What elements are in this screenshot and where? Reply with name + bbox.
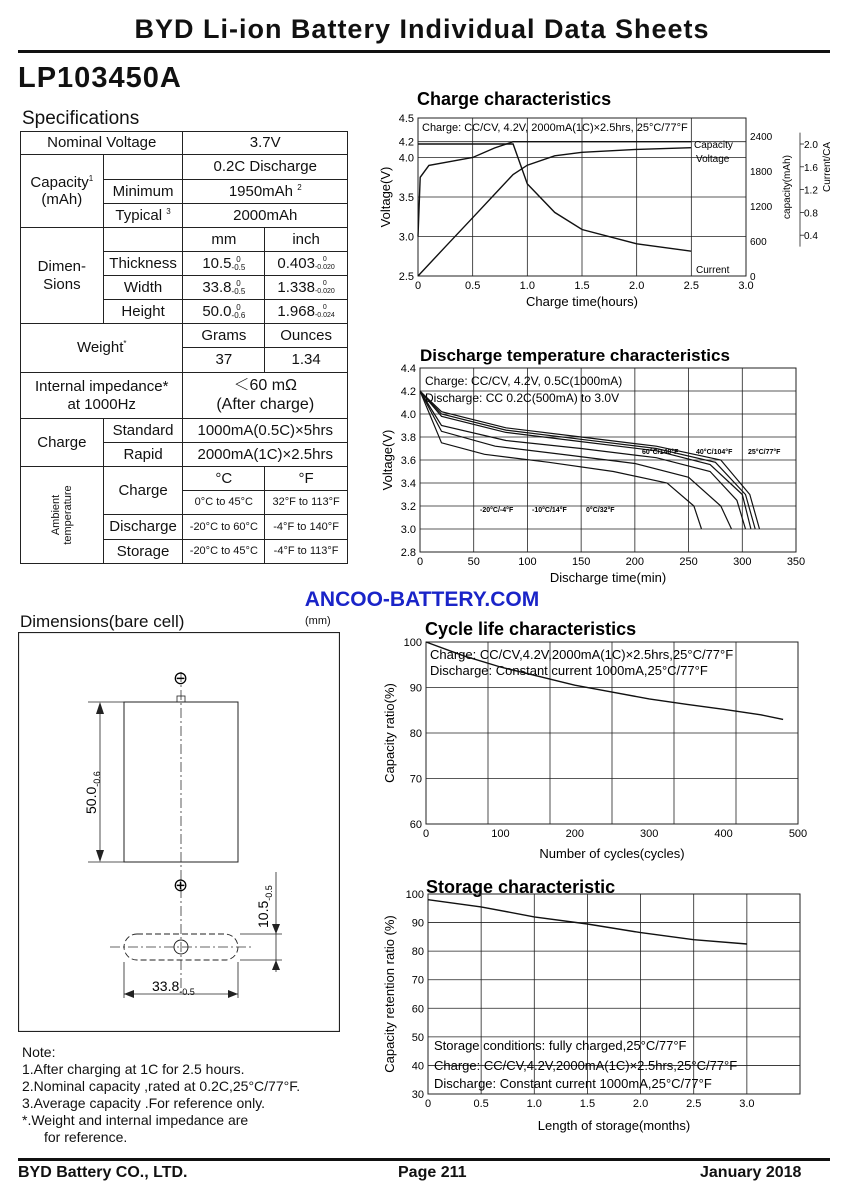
typical-label: Typical $^3$ xyxy=(103,204,183,228)
y-tick-label: 3.0 xyxy=(400,524,416,536)
y-tick-label: 50 xyxy=(411,1031,424,1044)
cell-dimension-drawing xyxy=(18,632,340,1032)
amb-charge-c: 0°C to 45°C xyxy=(183,491,265,515)
series-label: 60°C/140°F xyxy=(642,449,679,456)
thickness-label: Thickness xyxy=(103,252,183,276)
note-item: *.Weight and internal impedance are xyxy=(22,1112,249,1128)
dimensions-label: Dimen- Sions xyxy=(21,228,104,324)
footer-page: Page 211 xyxy=(398,1164,467,1181)
x-tick-label: 1.0 xyxy=(526,1098,542,1110)
weight-label: Weight* xyxy=(21,324,183,373)
charge-label: Charge xyxy=(21,419,104,467)
chart-annotation: Charge: CC/CV, 4.2V, 2000mA(1C)×2.5hrs, 25°C/77°F xyxy=(422,122,688,134)
y2-tick-label: 1800 xyxy=(750,167,773,178)
y-tick-label: 70 xyxy=(409,773,422,786)
deg-c-header: °C xyxy=(183,467,265,491)
specifications-table xyxy=(20,131,348,564)
chart-annotation: Discharge: CC 0.2C(500mA) to 3.0V xyxy=(425,391,620,405)
x-tick-label: 100 xyxy=(491,828,510,840)
rapid-charge: 2000mA(1C)×2.5hrs xyxy=(183,443,348,467)
notes xyxy=(22,1044,300,1146)
y-tick-label: 3.6 xyxy=(400,455,416,467)
y2-tick-label: 600 xyxy=(750,237,767,248)
x-tick-label: 50 xyxy=(467,556,480,568)
series-label: -10°C/14°F xyxy=(532,507,567,514)
height-mm: 50.0 0 -0.6 xyxy=(183,300,265,324)
y-tick-label: 3.8 xyxy=(400,432,416,444)
amb-storage-f: -4°F to 113°F xyxy=(265,540,348,564)
discharge-condition: 0.2C Discharge xyxy=(183,155,348,180)
y-tick-label: 70 xyxy=(411,974,424,987)
x-tick-label: 350 xyxy=(786,556,806,568)
y-tick-label: 4.5 xyxy=(398,113,414,125)
chart-title: Charge characteristics xyxy=(417,89,612,109)
minimum-label: Minimum xyxy=(103,180,183,204)
series-label: 40°C/104°F xyxy=(696,449,733,456)
height-inch: 1.968 0 -0.024 xyxy=(265,300,348,324)
x-tick-label: 0.5 xyxy=(473,1098,489,1110)
minimum-capacity: 1950mAh $^2$ xyxy=(183,180,348,204)
amb-discharge-f: -4°F to 140°F xyxy=(265,515,348,540)
width-inch: 1.338 0 -0.020 xyxy=(265,276,348,300)
cycle-life-chart xyxy=(370,616,840,868)
legend-current: Current xyxy=(696,265,730,276)
x-tick-label: 2.0 xyxy=(632,1098,649,1110)
note-item: 1.After charging at 1C for 2.5 hours. xyxy=(22,1061,245,1077)
y2-tick-label: 2400 xyxy=(750,132,773,143)
header-rule xyxy=(18,50,830,53)
y-tick-label: 100 xyxy=(403,637,422,649)
y-tick-label: 30 xyxy=(411,1089,424,1101)
note-item: for reference. xyxy=(44,1129,128,1145)
y-tick-label: 100 xyxy=(405,889,424,901)
x-tick-label: 0 xyxy=(416,556,424,568)
width-label: Width xyxy=(103,276,183,300)
x-tick-label: 0.5 xyxy=(465,280,481,292)
y-tick-label: 90 xyxy=(411,917,424,930)
x-tick-label: 2.0 xyxy=(629,280,645,292)
x-tick-label: 200 xyxy=(565,828,584,840)
y-axis-label: Voltage(V) xyxy=(378,166,393,228)
amb-discharge-label: Discharge xyxy=(103,515,183,540)
chart-annotation: Discharge: Constant current 1000mA,25°C/77°F xyxy=(434,1076,712,1091)
footer-company: BYD Battery CO., LTD. xyxy=(18,1164,188,1181)
y-tick-label: 4.0 xyxy=(400,409,416,421)
x-axis-label: Length of storage(months) xyxy=(537,1118,691,1133)
specs-heading: Specifications xyxy=(22,108,140,129)
brand-watermark: ANCOO-BATTERY.COM xyxy=(304,588,540,611)
ounces-header: Ounces xyxy=(265,324,348,348)
note-item: 3.Average capacity .For reference only. xyxy=(22,1095,266,1111)
standard-charge: 1000mA(0.5C)×5hrs xyxy=(183,419,348,443)
storage-characteristic-chart xyxy=(370,874,840,1140)
series-label: -20°C/-4°F xyxy=(480,507,514,514)
impedance-label: Internal impedance* at 1000Hz xyxy=(21,373,183,419)
charge-characteristics-chart xyxy=(370,86,840,318)
y3-tick-label: 1.6 xyxy=(804,162,818,174)
height-dimension-label: $50.0_{-0.6}$ xyxy=(83,771,102,814)
chart-annotation: Charge: CC/CV,4.2V,2000mA(1C)×2.5hrs,25°C/77°F xyxy=(430,647,734,662)
chart-annotation: Charge: CC/CV,4.2V,2000mA(1C)×2.5hrs,25°C/77°F xyxy=(434,1058,738,1073)
inch-header: inch xyxy=(265,228,348,252)
y-tick-label: 60 xyxy=(409,819,422,831)
model-number: LP103450A xyxy=(18,62,182,94)
legend-voltage: Voltage xyxy=(696,154,730,165)
nominal-voltage-value: 3.7V xyxy=(183,132,348,155)
note-item: 2.Nominal capacity ,rated at 0.2C,25°C/77°F. xyxy=(22,1078,301,1094)
discharge-temperature-chart xyxy=(370,342,840,592)
typical-capacity: 2000mAh xyxy=(183,204,348,228)
amb-charge-label: Charge xyxy=(103,467,183,515)
y-tick-label: 80 xyxy=(411,946,424,959)
amb-storage-label: Storage xyxy=(103,540,183,564)
y2-tick-label: 1200 xyxy=(750,202,773,213)
y3-tick-label: 1.2 xyxy=(804,185,818,197)
standard-label: Standard xyxy=(103,419,183,443)
x-tick-label: 2.5 xyxy=(683,280,699,292)
x-axis-label: Discharge time(min) xyxy=(549,570,667,585)
chart-title: Storage characteristic xyxy=(426,877,616,897)
impedance-value: ＜60 mΩ (After charge) xyxy=(183,373,348,419)
x-tick-label: 500 xyxy=(788,828,808,840)
y-axis-label: Capacity retention ratio (%) xyxy=(382,915,397,1073)
chart-annotation: Discharge: Constant current 1000mA,25°C/77°F xyxy=(430,663,708,678)
x-axis-label: Charge time(hours) xyxy=(526,294,638,309)
capacity-label: Capacity$^1$ (mAh) xyxy=(21,155,104,228)
footer-date: January 2018 xyxy=(700,1164,802,1181)
x-axis-label: Number of cycles(cycles) xyxy=(539,846,685,861)
chart-annotation: Storage conditions: fully charged,25°C/77°F xyxy=(434,1038,687,1053)
ambient-temp-label: Ambient temperature xyxy=(21,467,104,564)
deg-f-header: °F xyxy=(265,467,348,491)
pos-terminal-symbol: ⊕ xyxy=(173,875,189,895)
legend-capacity: Capacity xyxy=(694,140,733,151)
weight-grams: 37 xyxy=(183,348,265,373)
y-tick-label: 60 xyxy=(411,1003,424,1016)
y-tick-label: 2.5 xyxy=(398,271,414,283)
x-tick-label: 250 xyxy=(679,556,698,568)
amb-discharge-c: -20°C to 60°C xyxy=(183,515,265,540)
y3-tick-label: 0.4 xyxy=(804,231,818,243)
width-dimension-label: $33.8_{-0.5}$ xyxy=(152,978,195,997)
x-tick-label: 3.0 xyxy=(739,1098,755,1110)
y-tick-label: 4.0 xyxy=(398,152,414,165)
height-label: Height xyxy=(103,300,183,324)
chart-title: Cycle life characteristics xyxy=(425,619,637,639)
x-tick-label: 3.0 xyxy=(738,280,754,292)
rapid-label: Rapid xyxy=(103,443,183,467)
y-tick-label: 90 xyxy=(409,682,422,695)
y2-tick-label: 0 xyxy=(750,272,756,283)
dimensions-unit: (mm) xyxy=(305,615,331,627)
x-tick-label: 100 xyxy=(518,556,537,568)
y-axis-label: Capacity ratio(%) xyxy=(382,683,397,783)
x-tick-label: 0 xyxy=(414,280,422,292)
x-tick-label: 1.5 xyxy=(574,280,590,292)
thickness-mm: 10.5 0 -0.5 xyxy=(183,252,265,276)
y3-tick-label: 0.8 xyxy=(804,208,818,220)
series-label: 25°C/77°F xyxy=(748,449,781,456)
x-tick-label: 150 xyxy=(571,556,591,568)
neg-terminal-symbol: ⊖ xyxy=(173,668,189,688)
y-tick-label: 2.8 xyxy=(400,547,416,559)
x-tick-label: 300 xyxy=(733,556,752,568)
chart-annotation: Charge: CC/CV, 4.2V, 0.5C(1000mA) xyxy=(425,374,623,388)
page-title: BYD Li-ion Battery Individual Data Sheets xyxy=(134,14,710,44)
x-tick-label: 2.5 xyxy=(686,1098,702,1110)
thickness-dimension-label: $10.5_{-0.5}$ xyxy=(255,885,274,928)
x-tick-label: 0 xyxy=(424,1098,432,1110)
width-mm: 33.8 0 -0.5 xyxy=(183,276,265,300)
x-tick-label: 300 xyxy=(640,828,659,840)
thickness-inch: 0.403 0 -0.020 xyxy=(265,252,348,276)
series-label: 0°C/32°F xyxy=(586,507,615,514)
y-tick-label: 3.4 xyxy=(400,478,416,490)
amb-charge-f: 32°F to 113°F xyxy=(265,491,348,515)
x-tick-label: 1.0 xyxy=(519,280,535,292)
y-axis-label: Voltage(V) xyxy=(380,429,395,491)
nominal-voltage-label: Nominal Voltage xyxy=(21,132,183,155)
y3-tick-label: 2.0 xyxy=(804,140,818,151)
mm-header: mm xyxy=(183,228,265,252)
dimensions-heading: Dimensions(bare cell) xyxy=(20,612,185,631)
y-tick-label: 3.5 xyxy=(398,192,414,204)
chart-title: Discharge temperature characteristics xyxy=(420,346,730,365)
y-tick-label: 80 xyxy=(409,728,422,740)
x-tick-label: 200 xyxy=(625,556,645,568)
x-tick-label: 400 xyxy=(714,828,733,840)
y-tick-label: 4.2 xyxy=(400,386,416,398)
y3-axis-label: Current/CA xyxy=(822,141,833,193)
y-tick-label: 4.4 xyxy=(400,363,416,375)
amb-storage-c: -20°C to 45°C xyxy=(183,540,265,564)
x-tick-label: 1.5 xyxy=(579,1098,596,1110)
y2-axis-label: capacity(mAh) xyxy=(782,155,793,219)
y-tick-label: 4.2 xyxy=(398,136,414,149)
x-tick-label: 0 xyxy=(422,828,430,840)
weight-ounces: 1.34 xyxy=(265,348,348,373)
notes-title: Note: xyxy=(22,1044,56,1060)
y-tick-label: 3.0 xyxy=(398,231,414,244)
grams-header: Grams xyxy=(183,324,265,348)
footer-rule xyxy=(18,1158,830,1161)
y-tick-label: 3.2 xyxy=(400,501,416,513)
y-tick-label: 40 xyxy=(411,1060,424,1073)
